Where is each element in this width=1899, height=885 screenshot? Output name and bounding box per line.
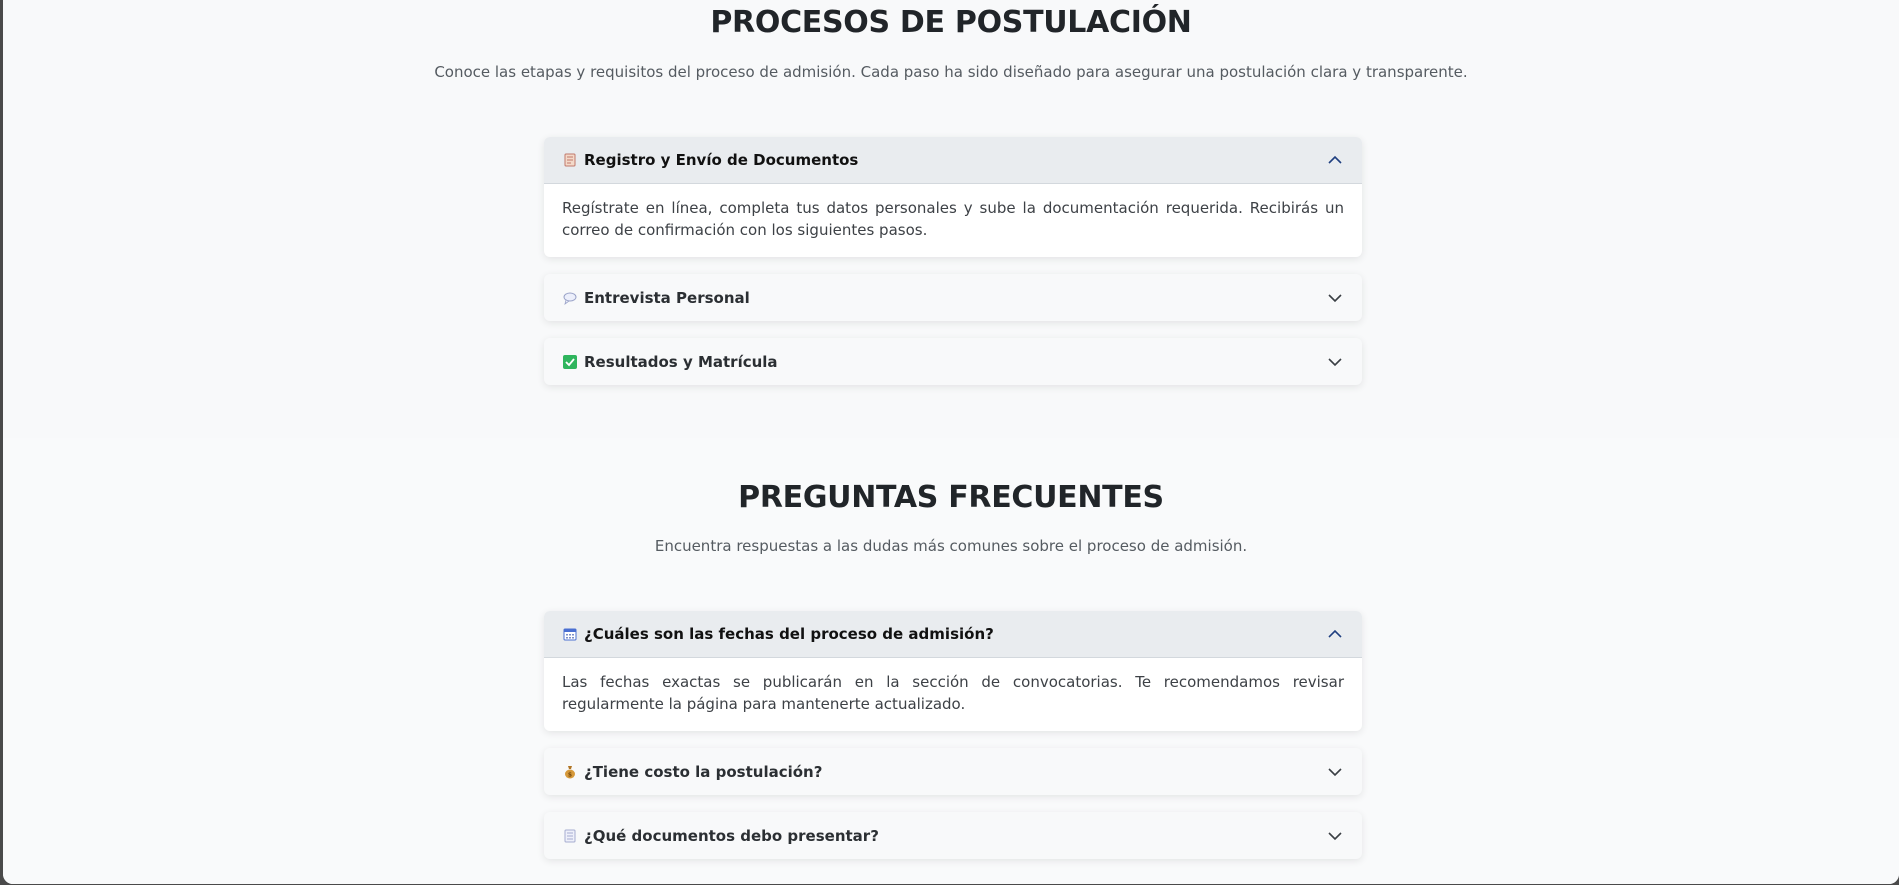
- svg-text:$: $: [567, 771, 573, 778]
- accordion-header-entrevista[interactable]: [544, 274, 1362, 321]
- faq-subtitle: Encuentra respuestas a las dudas más comunes sobre el proceso de admisión.: [654, 537, 1248, 555]
- accordion-header-fechas[interactable]: [544, 611, 1362, 658]
- memo-icon: [562, 152, 578, 168]
- money-bag-icon: [562, 764, 578, 780]
- accordion-header-registro[interactable]: [544, 137, 1362, 184]
- speech-bubble-icon: [562, 290, 578, 306]
- accordion-item-documentos: [544, 812, 1362, 859]
- faq-title: PREGUNTAS FRECUENTES: [738, 480, 1164, 515]
- accordion-label: ¿Tiene costo la postulación?: [584, 762, 823, 781]
- process-title: PROCESOS DE POSTULACIÓN: [710, 5, 1192, 40]
- accordion-header-documentos[interactable]: [544, 812, 1362, 859]
- chevron-down-icon: [1326, 353, 1344, 371]
- accordion-label: Resultados y Matrícula: [584, 352, 778, 371]
- chevron-up-icon: [1326, 151, 1344, 169]
- accordion-item-resultados: [544, 338, 1362, 385]
- check-mark-icon: [562, 354, 578, 370]
- chevron-down-icon: [1326, 763, 1344, 781]
- chevron-up-icon: [1326, 625, 1344, 643]
- calendar-icon: [562, 626, 578, 642]
- chevron-down-icon: [1326, 289, 1344, 307]
- document-icon: [562, 828, 578, 844]
- accordion-item-entrevista: [544, 274, 1362, 321]
- accordion-label: ¿Cuáles son las fechas del proceso de admisión?: [584, 625, 994, 643]
- process-subtitle: Conoce las etapas y requisitos del proceso de admisión. Cada paso ha sido diseñado para asegurar una postulación clara y transparente.: [434, 63, 1468, 81]
- chevron-down-icon: [1326, 827, 1344, 845]
- process-section: [3, 0, 1899, 438]
- accordion-item-fechas: [544, 611, 1362, 731]
- accordion-label: Entrevista Personal: [584, 288, 750, 307]
- process-accordion: [544, 137, 1362, 402]
- accordion-body-registro: Regístrate en línea, completa tus datos personales y sube la documentación requerida. Recibirás un correo de confirmación con los siguientes pasos.: [562, 199, 1344, 239]
- accordion-label: Registro y Envío de Documentos: [584, 151, 859, 169]
- faq-section: [3, 438, 1899, 884]
- accordion-header-resultados[interactable]: [544, 338, 1362, 385]
- page: [3, 0, 1899, 884]
- accordion-label: ¿Qué documentos debo presentar?: [584, 826, 879, 845]
- accordion-item-costo: [544, 748, 1362, 795]
- faq-accordion: [544, 611, 1362, 876]
- accordion-body-fechas: Las fechas exactas se publicarán en la sección de convocatorias. Te recomendamos revisar regularmente la página para mantenerte actualizado.: [562, 673, 1344, 713]
- accordion-item-registro: [544, 137, 1362, 257]
- accordion-header-costo[interactable]: [544, 748, 1362, 795]
